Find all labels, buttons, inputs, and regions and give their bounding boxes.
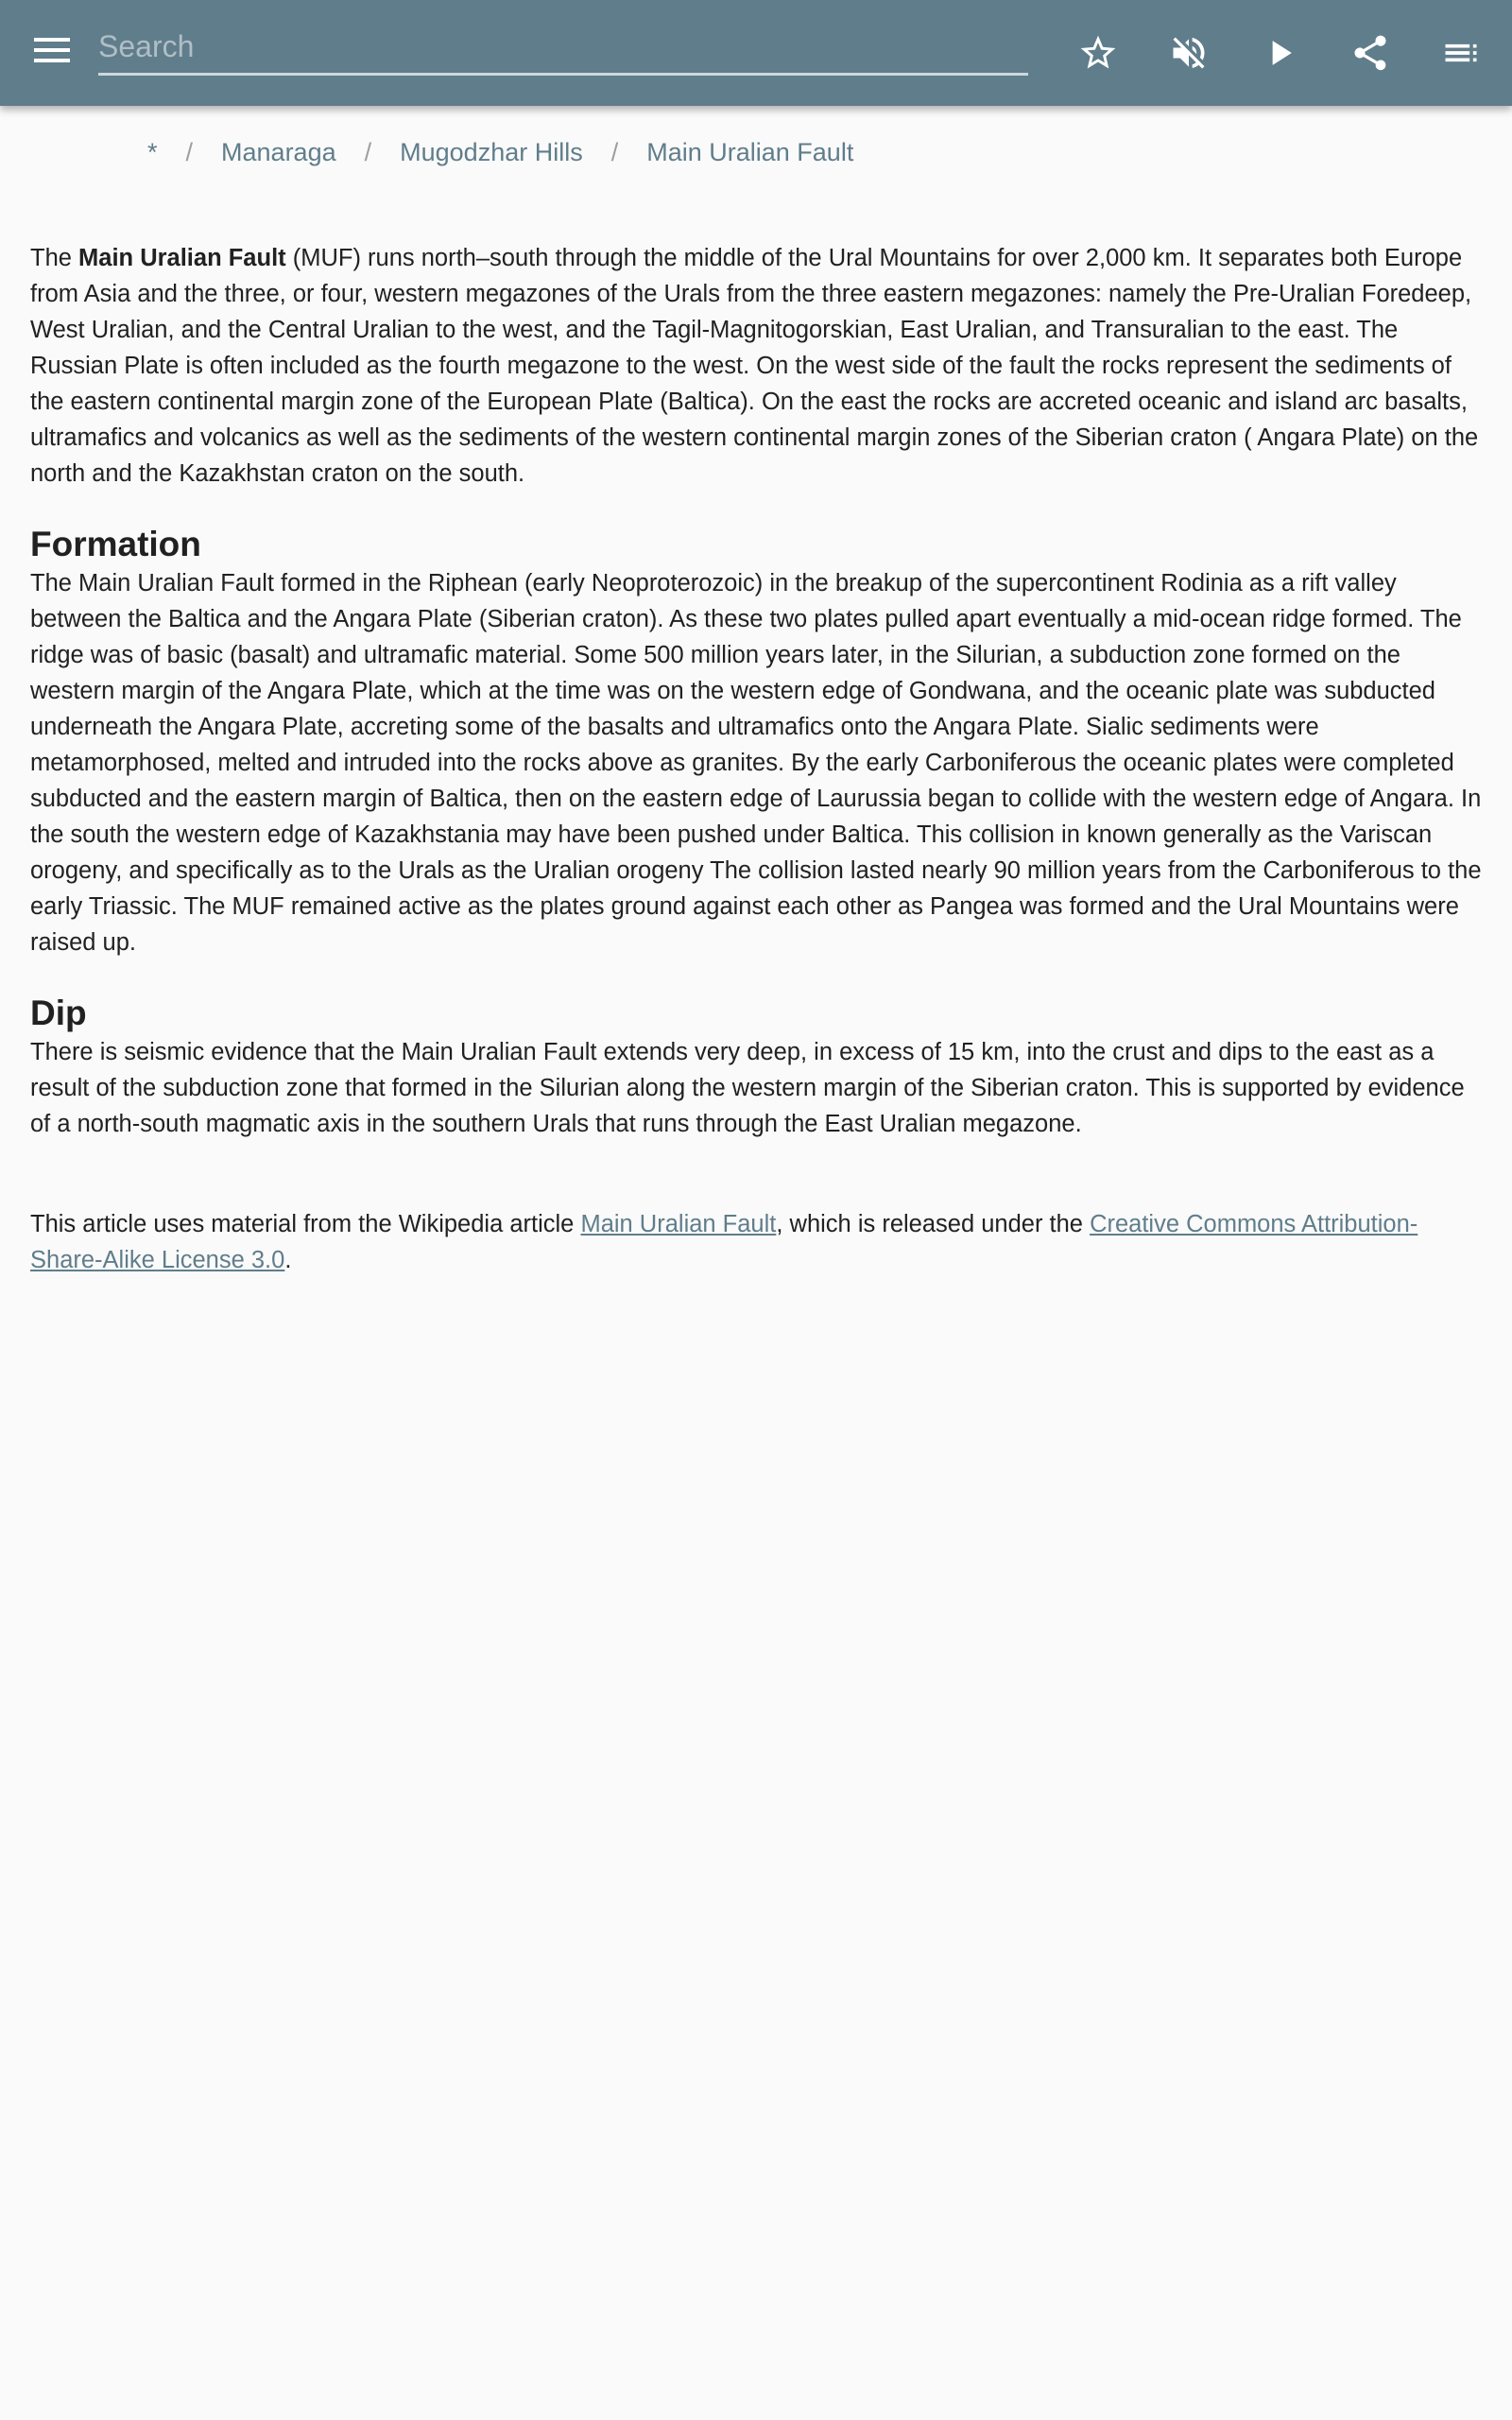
breadcrumb-current[interactable]: Main Uralian Fault: [646, 138, 854, 166]
breadcrumb-home[interactable]: *: [147, 138, 158, 166]
search-input[interactable]: [98, 21, 1028, 76]
intro-text: The: [30, 245, 79, 271]
article-content: [30, 240, 1486, 1278]
volume-off-icon[interactable]: [1166, 30, 1211, 76]
breadcrumb-separator: /: [610, 138, 619, 166]
article-subject: Main Uralian Fault: [78, 245, 286, 271]
attribution-text: This article uses material from the Wikipedia article: [30, 1211, 581, 1237]
breadcrumb-separator: /: [185, 138, 194, 166]
table-of-contents-icon[interactable]: [1438, 30, 1484, 76]
intro-paragraph: [30, 240, 1486, 492]
intro-text: (MUF) runs north–south through the middle of the Ural Mountains for over 2,000 km. It separates both Europe from Asia and the three, or four, western megazones of the Urals from the three eastern megazones: namely the Pre-Uralian Foredeep, West Uralian, and the Central Uralian to the west, and the Tagil-Magnitogorskian, East Uralian, and Transuralian to the east. The Russian Plate is often included as the fourth megazone to the west. On the west side of the fault the rocks represent the sediments of the eastern continental margin zone of the European Plate (Baltica). On the east the rocks are accreted oceanic and island arc basalts, ultramafics and volcanics as well as the sediments of the western continental margin zones of the Siberian craton ( Angara Plate) on the north and the Kazakhstan craton on the south.: [30, 245, 1479, 487]
breadcrumb-manaraga[interactable]: Manaraga: [221, 138, 336, 166]
attribution-text: .: [284, 1247, 292, 1273]
attribution: [30, 1206, 1486, 1278]
menu-icon[interactable]: [34, 38, 70, 66]
bookmark-star-icon[interactable]: [1075, 30, 1121, 76]
attribution-text: , which is released under the: [776, 1211, 1091, 1237]
breadcrumb-separator: /: [364, 138, 372, 166]
breadcrumb: [147, 138, 853, 167]
license-link[interactable]: Creative Commons Attribution-Share-Alike License 3.0: [30, 1211, 1418, 1273]
dip-paragraph: There is seismic evidence that the Main Uralian Fault extends very deep, in excess of 15 km, into the crust and dips to the east as a result of the subduction zone that formed in the Silurian along the western margin of the Siberian craton. This is supported by evidence of a north-south magmatic axis in the southern Urals that runs through the East Uralian megazone.: [30, 1039, 1465, 1137]
formation-paragraph: The Main Uralian Fault formed in the Riphean (early Neoproterozoic) in the breakup of the supercontinent Rodinia as a rift valley between the Baltica and the Angara Plate (Siberian craton). As these two plates pulled apart eventually a mid-ocean ridge formed. The ridge was of basic (basalt) and ultramafic material. Some 500 million years later, in the Silurian, a subduction zone formed on the western margin of the Angara Plate, which at the time was on the western edge of Gondwana, and the oceanic plate was subducted underneath the Angara Plate, accreting some of the basalts and ultramafics onto the Angara Plate. Sialic sediments were metamorphosed, melted and intruded into the rocks above as granites. By the early Carboniferous the oceanic plates were completed subducted and the eastern margin of Baltica, then on the eastern edge of Laurussia began to collide with the western edge of Angara. In the south the western edge of Kazakhstania may have been pushed under Baltica. This collision in known generally as the Variscan orogeny, and specifically as to the Urals as the Uralian orogeny The collision lasted nearly 90 million years from the Carboniferous to the early Triassic. The MUF remained active as the plates ground against each other as Pangea was formed and the Ural Mountains were raised up.: [30, 570, 1482, 956]
section-heading-dip: Dip: [30, 994, 87, 1032]
breadcrumb-mugodzhar-hills[interactable]: Mugodzhar Hills: [400, 138, 583, 166]
section-heading-formation: Formation: [30, 525, 201, 563]
wikipedia-article-link[interactable]: Main Uralian Fault: [580, 1211, 777, 1237]
share-icon[interactable]: [1348, 30, 1393, 76]
play-icon[interactable]: [1257, 30, 1302, 76]
top-toolbar: [0, 0, 1512, 106]
